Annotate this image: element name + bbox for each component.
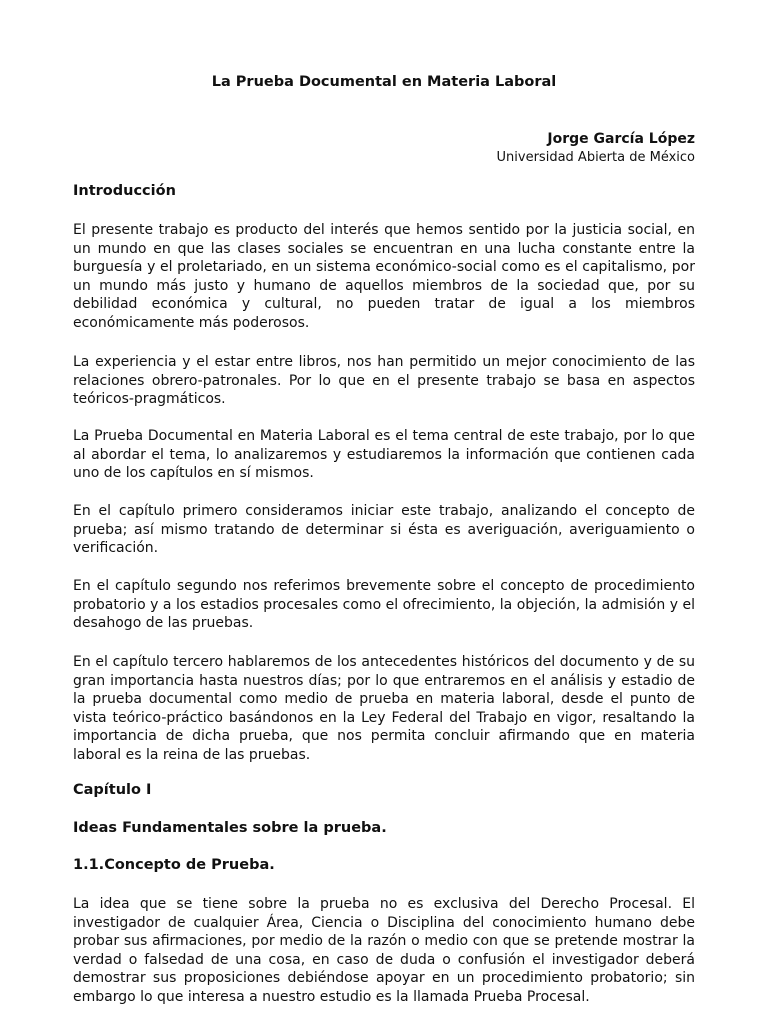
document-title: La Prueba Documental en Materia Laboral bbox=[211, 74, 557, 90]
intro-paragraph: En el capítulo segundo nos referimos brevemente sobre el concepto de procedimiento probatorio y a los estadios procesales como el ofrecimiento, la objeción, la admisión y el desahogo de las pruebas. bbox=[73, 578, 695, 632]
intro-paragraph: La experiencia y el estar entre libros, nos han permitido un mejor conocimiento de las relaciones obrero-patronales. Por lo que en el presente trabajo se basa en aspectos teóricos-pragmáticos. bbox=[73, 354, 695, 408]
intro-paragraph: En el capítulo primero consideramos iniciar este trabajo, analizando el concepto de prueba; así mismo tratando de determinar si ésta es averiguación, averiguamiento o verificación. bbox=[73, 503, 695, 557]
intro-paragraph: El presente trabajo es producto del interés que hemos sentido por la justicia social, en un mundo en que las clases sociales se encuentran en una lucha constante entre la burguesía y el proletariado, en un sistema económico-social como es el capitalismo, por un mundo más justo y humano de aquellos miembros de la sociedad que, por su debilidad económica y cultural, no pueden tratar de igual a los miembros económicamente más poderosos. bbox=[73, 222, 695, 331]
author-affiliation: Universidad Abierta de México bbox=[496, 150, 695, 165]
author-name: Jorge García López bbox=[547, 131, 695, 147]
document-page bbox=[73, 0, 695, 1024]
concept-paragraph: La idea que se tiene sobre la prueba no es exclusiva del Derecho Procesal. El investigador de cualquier Área, Ciencia o Disciplina del conocimiento humano debe probar sus afirmaciones, por medio de la razón o medio con que se pretende mostrar la verdad o falsedad de una cosa, en caso de duda o confusión el investigador deberá demostrar sus proposiciones debiéndose apoyar en un procedimiento probatorio; sin embargo lo que interesa a nuestro estudio es la llamada Prueba Procesal. bbox=[73, 896, 695, 1005]
chapter-heading: Capítulo I bbox=[73, 782, 152, 798]
subsection-heading: 1.1.Concepto de Prueba. bbox=[73, 857, 275, 873]
intro-paragraph: En el capítulo tercero hablaremos de los antecedentes históricos del documento y de su gran importancia hasta nuestros días; por lo que entraremos en el análisis y estadio de la prueba documental como medio de prueba en materia laboral, desde el punto de vista teórico-práctico basándonos en la Ley Federal del Trabajo en vigor, resaltando la importancia de dicha prueba, que nos permita concluir afirmando que en materia laboral es la reina de las pruebas. bbox=[73, 654, 695, 763]
intro-paragraph: La Prueba Documental en Materia Laboral es el tema central de este trabajo, por lo que al abordar el tema, lo analizaremos y estudiaremos la información que contienen cada uno de los capítulos en sí mismos. bbox=[73, 428, 695, 482]
introduction-heading: Introducción bbox=[73, 183, 176, 199]
section-heading: Ideas Fundamentales sobre la prueba. bbox=[73, 820, 387, 836]
